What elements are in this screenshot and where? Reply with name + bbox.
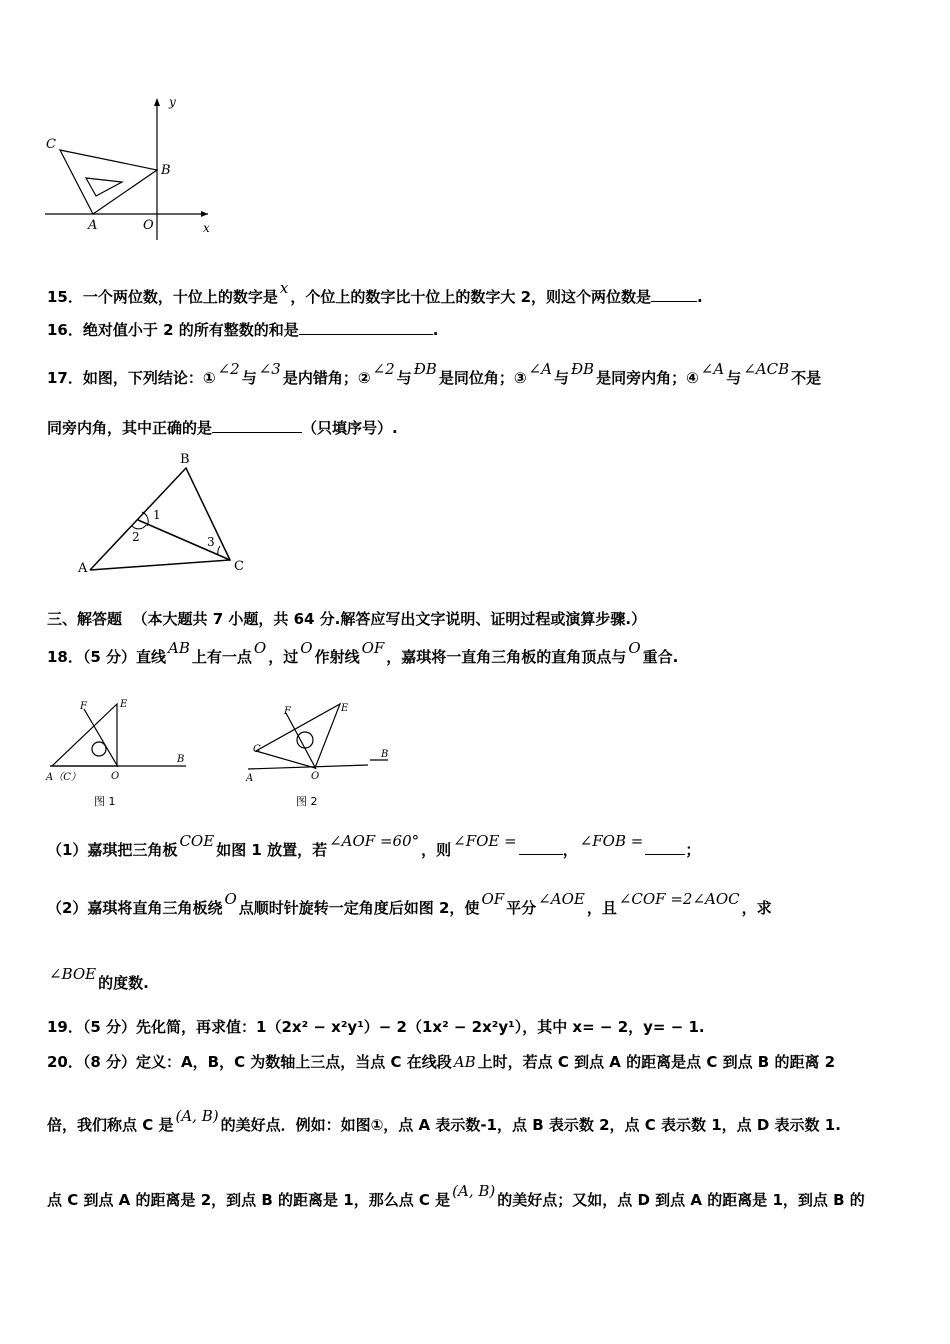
answer-blank-17[interactable] [212,418,302,433]
figure-2-triangle-board [244,695,394,810]
fig1-label-e: E [120,699,128,710]
fig1-label-ac: A（C） [46,772,81,783]
point-a-label: A [88,218,98,233]
point-b-label: B [161,163,171,178]
question-17: 17．如图，下列结论：① ∠2 与 ∠3 是内错角；② ∠2 与 ÐB 是同位角；③ ∠A 与 ÐB 是同旁内角；④ ∠A 与 ∠ACB 不是 [47,360,822,387]
triangle-figure [72,448,262,578]
vertex-c-label: C [234,559,244,574]
fig2-label-b: B [381,749,389,760]
answer-blank-16[interactable] [299,320,433,335]
angle-1-label: 1 [153,508,161,522]
fig2-label-a: A [246,773,254,784]
question-17-line2: 同旁内角，其中正确的是 （只填序号）. [47,419,398,437]
question-18-part-2-line2: ∠BOE 的度数. [49,965,149,992]
vertex-a-label: A [78,561,88,576]
fig2-label-e: E [341,703,349,714]
answer-blank-foe[interactable] [519,840,563,855]
figure-2-caption: 图 2 [296,795,318,808]
question-15: 15．一个两位数，十位上的数字是 x ，个位上的数字比十位上的数字大 2，则这个两位数是 . [47,279,703,306]
fig1-label-o: O [111,771,120,782]
question-18-part-1: （1）嘉琪把三角板 COE 如图 1 放置，若 ∠AOF =60° ，则 ∠FOE = ， ∠FOB = ； [47,832,701,859]
origin-label: O [143,218,154,233]
question-20-line2: 倍，我们称点 C 是 (A, B) 的美好点．例如：如图①，点 A 表示数-1，点 B 表示数 2，点 C 表示数 1，点 D 表示数 1. [47,1107,841,1134]
figure-1-caption: 图 1 [94,795,116,808]
fig2-label-c: C [253,744,261,755]
answer-blank-15[interactable] [651,287,697,302]
question-16: 16．绝对值小于 2 的所有整数的和是 . [47,321,439,339]
angle-3-label: 3 [207,535,215,549]
fig1-label-b: B [177,754,185,765]
question-18: 18．（5 分）直线 AB 上有一点 O ，过 O 作射线 OF ，嘉琪将一直角三角板的直角顶点与 O 重合. [47,639,679,666]
question-20-line3: 点 C 到点 A 的距离是 2，到点 B 的距离是 1，那么点 C 是 (A, B) 的美好点；又如，点 D 到点 A 的距离是 1，到点 B 的 [47,1182,865,1209]
point-c-label: C [46,137,56,152]
x-axis-label: x [203,221,210,235]
question-18-part-2: （2）嘉琪将直角三角板绕 O 点顺时针旋转一定角度后如图 2，使 OF 平分 ∠AOE ，且 ∠COF =2∠AOC ，求 [47,890,772,917]
fig1-label-f: F [80,701,87,712]
fig2-label-f: F [284,706,291,717]
y-axis-label: y [169,95,176,109]
var-x: x [279,279,289,297]
vertex-b-label: B [180,452,190,467]
question-19: 19．（5 分）先化简，再求值：1（2x² − x²y¹）− 2（1x² − 2x²y¹），其中 x= − 2，y= − 1. [47,1018,705,1036]
figure-1-triangle-board [44,695,194,810]
question-20: 20．（8 分）定义：A，B，C 为数轴上三点，当点 C 在线段 AB 上时，若点 C 到点 A 的距离是点 C 到点 B 的距离 2 [47,1053,836,1071]
coordinate-figure [40,92,220,242]
answer-blank-fob[interactable] [645,840,685,855]
fig2-label-o: O [311,771,320,782]
angle-2-label: 2 [132,530,140,544]
section-3-heading: 三、解答题 （本大题共 7 小题，共 64 分.解答应写出文字说明、证明过程或演算步骤.） [47,610,647,628]
